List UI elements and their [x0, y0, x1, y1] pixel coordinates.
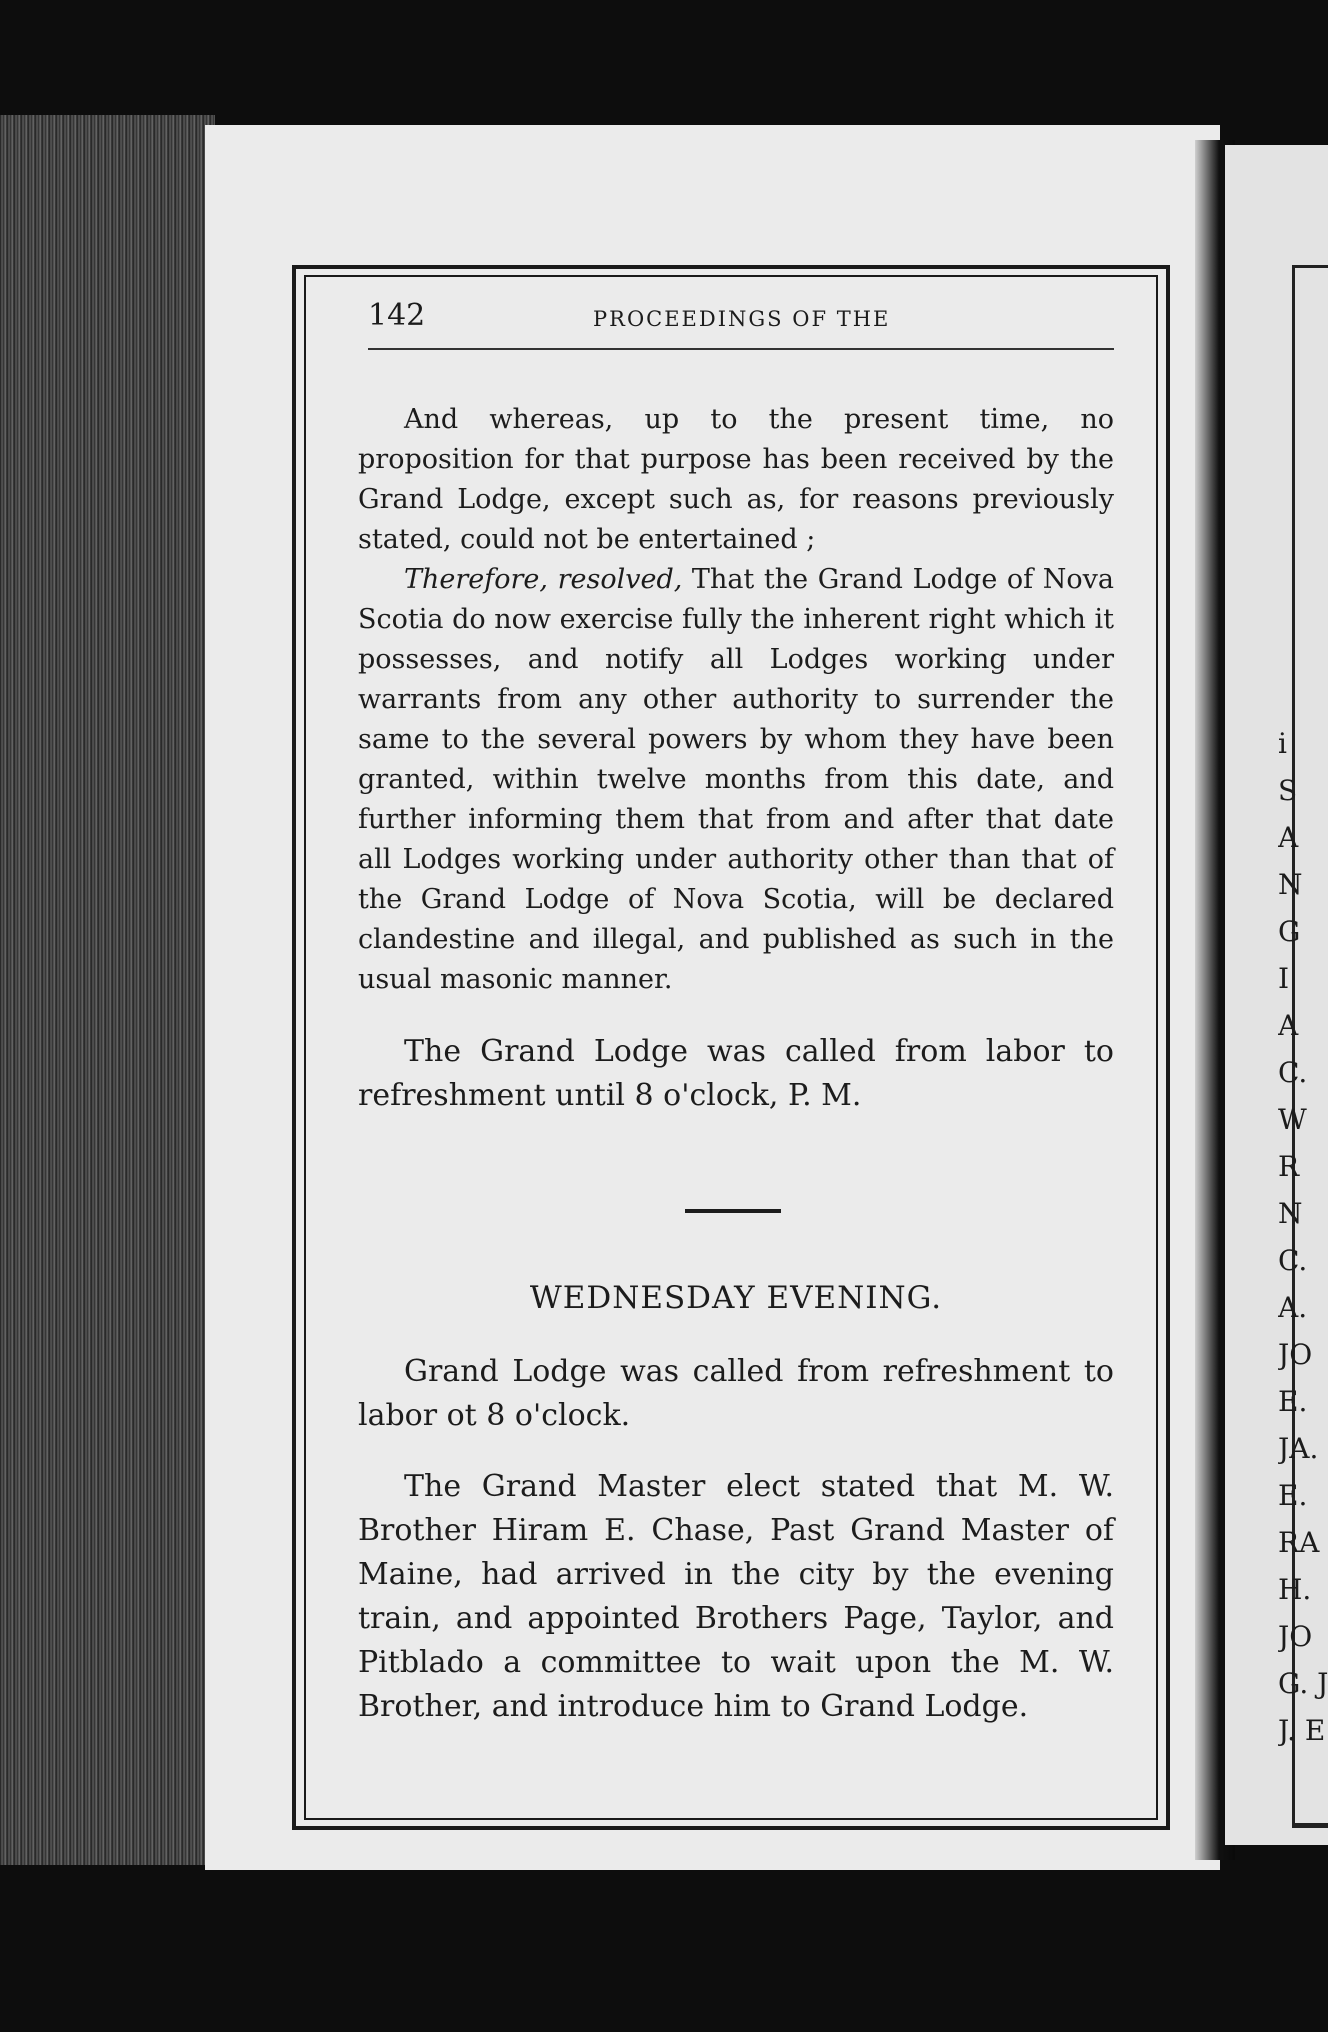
book-page-edges	[0, 115, 215, 1865]
facing-page-fragment: N	[1278, 868, 1303, 901]
resolved-text: That the Grand Lodge of Nova Scotia do now exercise fully the inherent right which it possesses, and notify all Lodges working under warrants from any other authority to surrender the same to the several powers by whom they have been granted, within twelve months from this date, and further informing them that from and after that date all Lodges working under authority other than that of the Grand Lodge of Nova Scotia, will be declared clandestine and illegal, and published as such in the usual masonic manner.	[358, 564, 1115, 995]
facing-page-fragment: N	[1278, 1197, 1303, 1230]
facing-page-fragment: RA	[1278, 1526, 1320, 1559]
section-divider	[685, 1209, 781, 1213]
paragraph-whereas: And whereas, up to the present time, no proposition for that purpose has been received by the Grand Lodge, except such as, for reasons previously stated, could not be entertained ;	[358, 404, 1114, 555]
facing-page-fragment: R	[1278, 1150, 1300, 1183]
facing-page-fragment: S	[1278, 774, 1298, 807]
facing-page-fragment: JA.	[1278, 1432, 1319, 1465]
page-header	[368, 298, 1114, 350]
facing-page-fragment: i	[1278, 727, 1287, 760]
facing-page-fragment: E.	[1278, 1479, 1308, 1512]
facing-page-fragment: J. E	[1278, 1714, 1326, 1747]
paragraph-recess: The Grand Lodge was called from labor to refreshment until 8 o'clock, P. M.	[358, 1034, 1114, 1113]
resolved-italic-lead: Therefore, resolved,	[404, 564, 683, 595]
running-head: PROCEEDINGS OF THE	[593, 307, 891, 331]
facing-page-fragment: W	[1278, 1103, 1307, 1136]
facing-page-fragment: JO	[1278, 1338, 1313, 1371]
facing-page-fragment: A	[1278, 821, 1299, 854]
facing-page-fragments	[1278, 720, 1328, 1754]
facing-page-fragment: G. J	[1278, 1667, 1328, 1700]
facing-page-fragment: A.	[1278, 1291, 1308, 1324]
page-number: 142	[368, 298, 426, 333]
paragraph-grand-master: The Grand Master elect stated that M. W. Brother Hiram E. Chase, Past Grand Master of Maine, had arrived in the city by the evening train, and appointed Brothers Page, Taylor, and Pitblado a committee to wait upon the M. W. Brother, and introduce him to Grand Lodge.	[358, 1469, 1114, 1724]
facing-page-fragment: G	[1278, 915, 1301, 948]
facing-page-fragment: I	[1278, 962, 1290, 995]
facing-page-fragment: C.	[1278, 1244, 1308, 1277]
facing-page-fragment: A	[1278, 1009, 1299, 1042]
paragraph-called-to-labor: Grand Lodge was called from refreshment to labor ot 8 o'clock.	[358, 1354, 1114, 1433]
section-heading: WEDNESDAY EVENING.	[529, 1280, 943, 1316]
facing-page-fragment: H.	[1278, 1573, 1312, 1606]
facing-page-fragment: E.	[1278, 1385, 1308, 1418]
paragraph-resolved	[358, 560, 1114, 1000]
facing-page-fragment: C.	[1278, 1056, 1308, 1089]
facing-page-fragment: JO	[1278, 1620, 1313, 1653]
